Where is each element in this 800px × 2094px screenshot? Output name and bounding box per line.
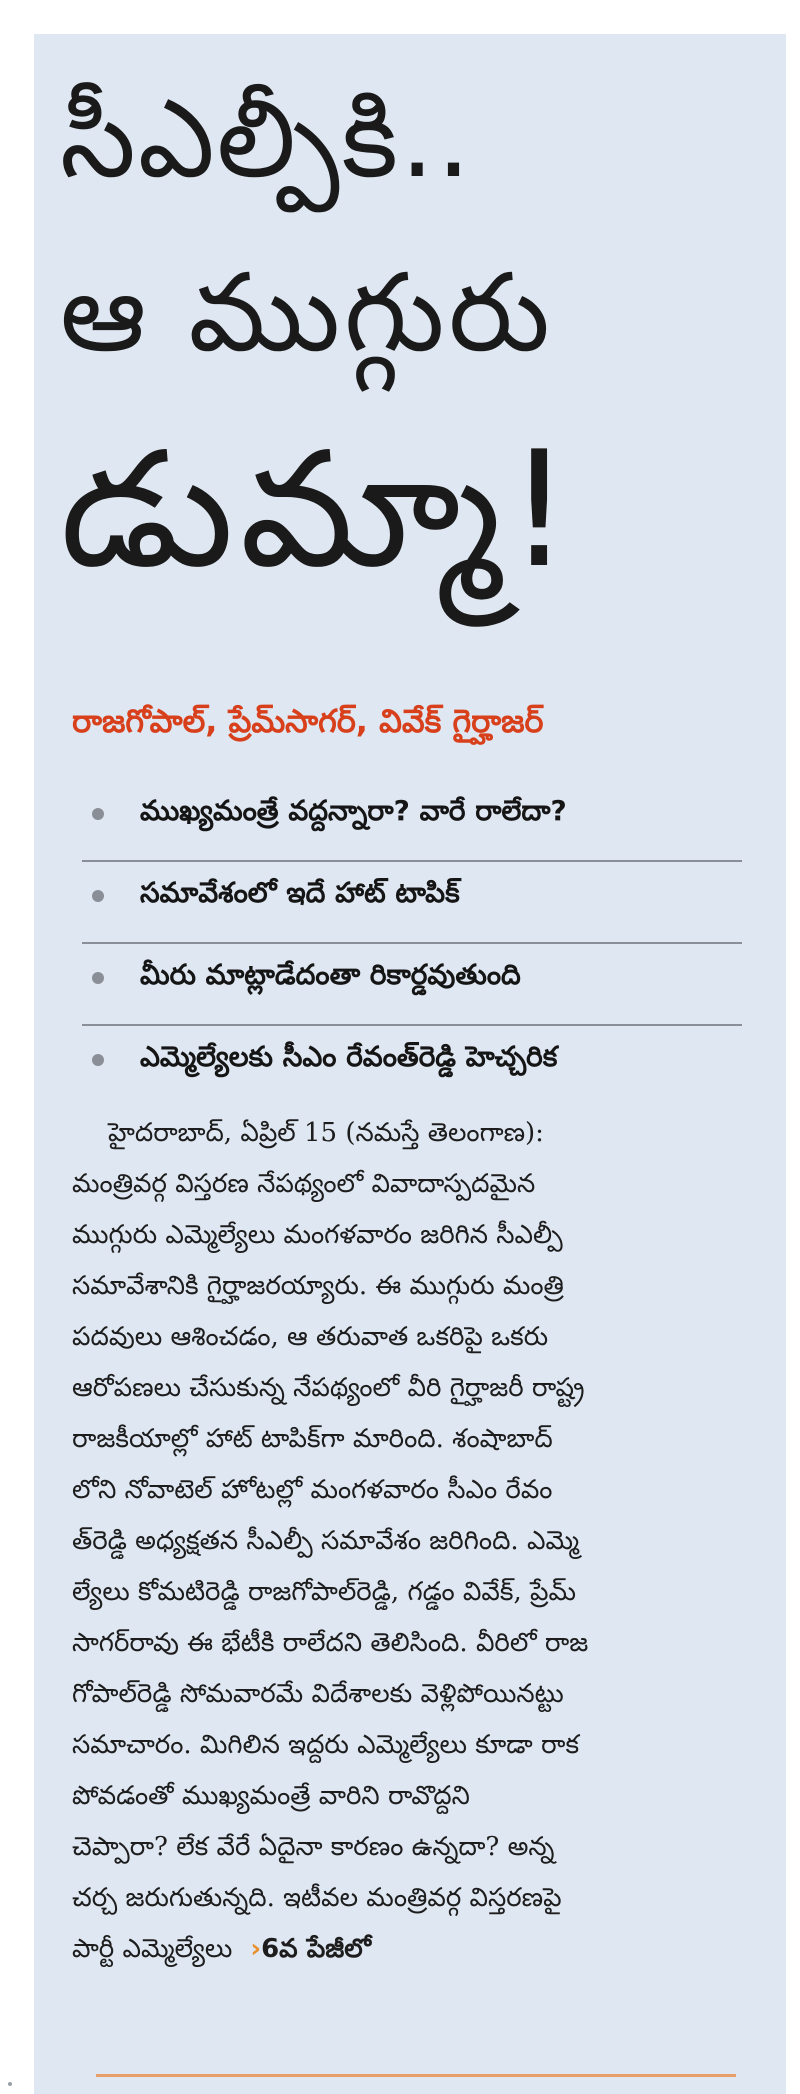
body-line: సమాచారం. మిగిలిన ఇద్దరు ఎమ్మెల్యేలు కూడా రాక xyxy=(72,1730,580,1760)
article-body xyxy=(72,1108,736,1975)
body-line: గోపాల్‌రెడ్డి సోమవారమే విదేశాలకు వెళ్లిపోయినట్టు xyxy=(72,1679,564,1709)
body-line: త్‌రెడ్డి అధ్యక్షతన సీఎల్పీ సమావేశం జరిగింది. ఎమ్మె xyxy=(72,1526,580,1556)
bottom-divider xyxy=(96,2074,736,2077)
body-line: చర్చ జరుగుతున్నది. ఇటీవల మంత్రివర్గ విస్తరణపై xyxy=(72,1883,562,1913)
bullet-dot-icon xyxy=(92,808,104,820)
body-line: లోని నోవాటెల్ హోటల్లో మంగళవారం సీఎం రేవం xyxy=(72,1475,553,1505)
body-last-line xyxy=(72,1924,736,1975)
body-line-text: పార్టీ ఎమ్మెల్యేలు xyxy=(72,1934,233,1964)
body-line: ల్యేలు కోమటిరెడ్డి రాజగోపాల్‌రెడ్డి, గడ్డం వివేక్, ప్రేమ్ xyxy=(72,1577,576,1607)
subheadline: రాజగోపాల్, ప్రేమ్‌సాగర్, వివేక్ గైర్హాజర్ xyxy=(72,702,544,740)
bullet-text: ఎమ్మెల్యేలకు సీఎం రేవంత్‌రెడ్డి హెచ్చరిక xyxy=(140,1040,558,1073)
headline-line-3: డుమ్మా! xyxy=(60,416,578,603)
bullet-list xyxy=(82,780,742,1108)
body-line: ఆరోపణలు చేసుకున్న నేపథ్యంలో వీరి గైర్హాజరీ రాష్ట్ర xyxy=(72,1373,585,1403)
body-line: సాగర్‌రావు ఈ భేటీకి రాలేదని తెలిసింది. వీరిలో రాజ xyxy=(72,1628,589,1658)
bullet-item xyxy=(82,944,742,1026)
bullet-dot-icon xyxy=(92,890,104,902)
body-line: ముగ్గురు ఎమ్మెల్యేలు మంగళవారం జరిగిన సీఎల్పీ xyxy=(72,1220,563,1250)
body-line: మంత్రివర్గ విస్తరణ నేపథ్యంలో వివాదాస్పదమైన xyxy=(72,1169,536,1199)
body-line: హైదరాబాద్, ఏప్రిల్ 15 (నమస్తే తెలంగాణ): xyxy=(108,1118,544,1148)
body-line: రాజకీయాల్లో హాట్ టాపిక్‌గా మారింది. శంషాబాద్ xyxy=(72,1424,553,1454)
headline-line-1: సీఎల్పీకి.. xyxy=(60,77,473,202)
bullet-text: సమావేశంలో ఇదే హాట్ టాపిక్ xyxy=(140,876,460,909)
body-line: సమావేశానికి గైర్హాజరయ్యారు. ఈ ముగ్గురు మంత్రి xyxy=(72,1271,564,1301)
bullet-text: ముఖ్యమంత్రే వద్దన్నారా? వారే రాలేదా? xyxy=(140,794,567,827)
headline-line-2: ఆ ముగ్గురు xyxy=(60,251,554,376)
bullet-dot-icon xyxy=(92,972,104,984)
bullet-text: మీరు మాట్లాడేదంతా రికార్డవుతుంది xyxy=(140,958,521,991)
body-line: పోవడంతో ముఖ్యమంత్రే వారిని రావొద్దని xyxy=(72,1781,470,1811)
bullet-item xyxy=(82,780,742,862)
margin-dot xyxy=(8,2082,12,2086)
body-line: పదవులు ఆశించడం, ఆ తరువాత ఒకరిపై ఒకరు xyxy=(72,1322,549,1352)
body-line: చెప్పారా? లేక వేరే ఏదైనా కారణం ఉన్నదా? అన్న xyxy=(72,1832,555,1862)
bullet-dot-icon xyxy=(92,1054,104,1066)
bullet-item xyxy=(82,862,742,944)
continued-page-link[interactable]: 6వ పేజీలో xyxy=(261,1934,371,1964)
bullet-item xyxy=(82,1026,742,1108)
continue-arrow-icon: › xyxy=(250,1934,262,1964)
